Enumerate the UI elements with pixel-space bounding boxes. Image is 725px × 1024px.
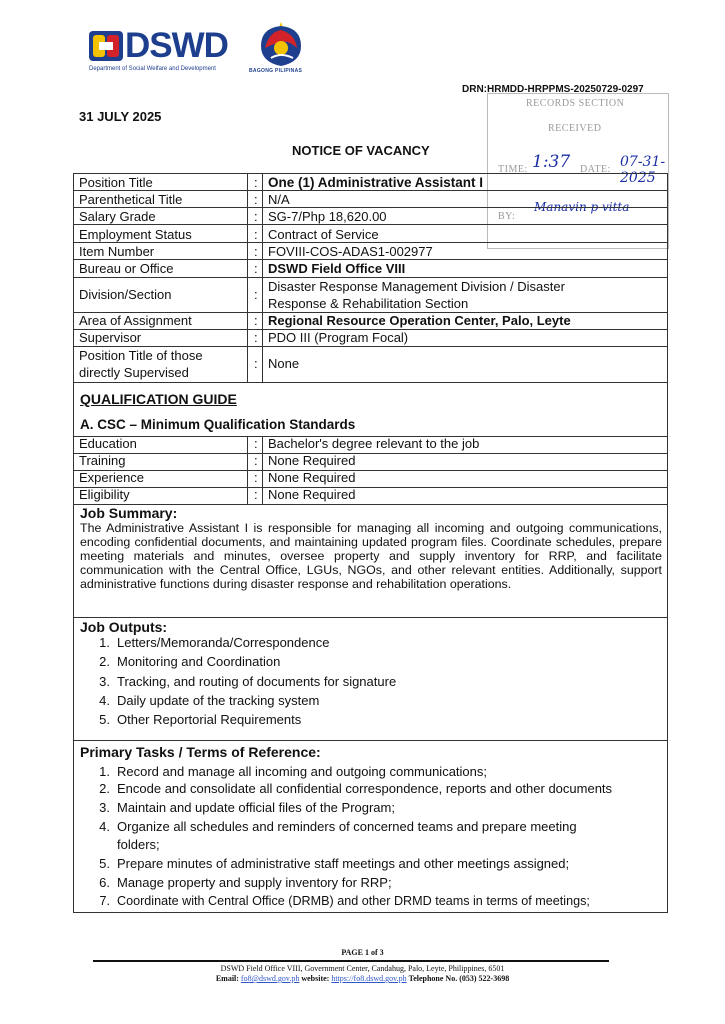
dswd-logo-icon bbox=[89, 31, 123, 61]
colon: : bbox=[254, 436, 258, 451]
list-item-continuation: folders; bbox=[117, 837, 160, 852]
label-salary-grade: Salary Grade bbox=[79, 209, 156, 224]
colon: : bbox=[254, 287, 258, 302]
stamp-time-value: 1:37 bbox=[532, 152, 571, 172]
colon: : bbox=[254, 175, 258, 190]
colon: : bbox=[254, 261, 258, 276]
label-training: Training bbox=[79, 453, 126, 468]
footer-phone: Telephone No. (053) 522-3698 bbox=[408, 974, 510, 983]
label-bureau-office: Bureau or Office bbox=[79, 261, 174, 276]
list-item: 1. Record and manage all incoming and outgoing communications; bbox=[99, 764, 487, 779]
document-title: NOTICE OF VACANCY bbox=[292, 143, 430, 158]
value-division-section-2: Response & Rehabilitation Section bbox=[268, 296, 469, 311]
job-outputs-heading: Job Outputs: bbox=[80, 619, 168, 635]
dswd-logo-text: DSWD bbox=[125, 26, 228, 65]
list-item: 1. Letters/Memoranda/Correspondence bbox=[99, 635, 330, 650]
value-area-assignment: Regional Resource Operation Center, Palo, Leyte bbox=[268, 313, 571, 328]
footer-address: DSWD Field Office VIII, Government Center, Candahug, Palo, Leyte, Philippines, 6501 bbox=[220, 964, 505, 973]
list-item: 4. Organize all schedules and reminders of concerned teams and prepare meeting bbox=[99, 819, 577, 834]
list-item: 5. Other Reportorial Requirements bbox=[99, 712, 302, 727]
value-division-section: Disaster Response Management Division / Disaster bbox=[268, 279, 565, 294]
footer-email-link[interactable]: fo8@dswd.gov.ph bbox=[240, 974, 300, 983]
stamp-section: RECORDS SECTION bbox=[526, 98, 625, 109]
value-supervisor: PDO III (Program Focal) bbox=[268, 330, 409, 345]
list-item: 4. Daily update of the tracking system bbox=[99, 693, 320, 708]
colon: : bbox=[254, 209, 258, 224]
label-parenthetical-title: Parenthetical Title bbox=[79, 192, 183, 207]
footer-divider bbox=[93, 960, 609, 962]
stamp-signature: Manavin p vitta bbox=[534, 200, 630, 214]
document-date: 31 JULY 2025 bbox=[79, 109, 162, 124]
stamp-by-label: BY: bbox=[498, 211, 516, 222]
bagong-pilipinas-text: BAGONG PILIPINAS bbox=[249, 68, 303, 74]
list-item: 6. Manage property and supply inventory for RRP; bbox=[99, 875, 392, 890]
value-position-title: One (1) Administrative Assistant I bbox=[268, 175, 484, 190]
label-education: Education bbox=[79, 436, 137, 451]
colon: : bbox=[254, 487, 258, 502]
stamp-date-value: 07-31-2025 bbox=[620, 154, 666, 186]
label-employment-status: Employment Status bbox=[79, 227, 192, 242]
value-bureau-office: DSWD Field Office VIII bbox=[268, 261, 406, 276]
csc-standards-heading: A. CSC – Minimum Qualification Standards bbox=[80, 417, 356, 432]
label-experience: Experience bbox=[79, 470, 145, 485]
bagong-pilipinas-logo-icon bbox=[255, 22, 307, 68]
list-item: 3. Tracking, and routing of documents for signature bbox=[99, 674, 397, 689]
label-eligibility: Eligibility bbox=[79, 487, 130, 502]
label-position-title: Position Title bbox=[79, 175, 153, 190]
list-item: 7. Coordinate with Central Office (DRMB) and other DRMD teams in terms of meetings; bbox=[99, 894, 590, 908]
value-experience: None Required bbox=[268, 470, 356, 485]
qualification-heading: QUALIFICATION GUIDE bbox=[80, 391, 237, 407]
value-supervised-positions: None bbox=[268, 356, 300, 371]
colon: : bbox=[254, 356, 258, 371]
colon: : bbox=[254, 192, 258, 207]
stamp-date-label: DATE: bbox=[580, 164, 611, 175]
label-supervisor: Supervisor bbox=[79, 330, 142, 345]
colon: : bbox=[254, 244, 258, 259]
colon: : bbox=[254, 313, 258, 328]
drn-reference: DRN:HRMDD-HRPPMS-20250729-0297 bbox=[462, 84, 644, 95]
colon: : bbox=[254, 330, 258, 345]
label-area-assignment: Area of Assignment bbox=[79, 313, 192, 328]
primary-tasks-heading: Primary Tasks / Terms of Reference: bbox=[80, 744, 321, 760]
stamp-received: RECEIVED bbox=[548, 123, 602, 134]
list-item: 3. Maintain and update official files of the Program; bbox=[99, 800, 395, 815]
colon: : bbox=[254, 227, 258, 242]
colon: : bbox=[254, 453, 258, 468]
value-parenthetical-title: N/A bbox=[268, 192, 290, 207]
dswd-logo-subtitle: Department of Social Welfare and Development bbox=[89, 66, 216, 72]
list-item: 2. Monitoring and Coordination bbox=[99, 654, 281, 669]
list-item: 2. Encode and consolidate all confidential correspondence, reports and other documents bbox=[99, 781, 613, 796]
stamp-time-label: TIME: bbox=[498, 164, 528, 175]
label-item-number: Item Number bbox=[79, 244, 155, 259]
value-eligibility: None Required bbox=[268, 487, 356, 502]
value-employment-status: Contract of Service bbox=[268, 227, 379, 242]
label-supervised-positions-2: directly Supervised bbox=[79, 365, 189, 380]
value-education: Bachelor's degree relevant to the job bbox=[268, 436, 480, 451]
page-number: PAGE 1 of 3 bbox=[341, 948, 384, 957]
colon: : bbox=[254, 470, 258, 485]
label-division-section: Division/Section bbox=[79, 287, 172, 302]
footer-address-block: DSWD Field Office VIII, Government Center, Candahug, Palo, Leyte, Philippines, 6501 Email: fo8@dswd.gov.ph website: https://fo8.dswd.gov.ph Telephone No. (053) 522-3698 bbox=[0, 964, 725, 984]
list-item: 5. Prepare minutes of administrative staff meetings and other meetings assigned; bbox=[99, 856, 570, 871]
footer-website-link[interactable]: https://fo8.dswd.gov.ph bbox=[331, 974, 407, 983]
job-summary-text: The Administrative Assistant I is responsible for managing all incoming and outgoing communications, encoding confidential documents, and maintaining updated program files. Coordinate schedules, prepare meeting materials and minutes, oversee property and supply inventory for RRP, and facilitate communication with the Central Office, LGUs, NGOs, and other relevant entities. Additionally, support administrative functions during disaster response and rehabilitation operations. bbox=[80, 521, 662, 591]
value-salary-grade: SG-7/Php 18,620.00 bbox=[268, 209, 387, 224]
job-summary-heading: Job Summary: bbox=[80, 505, 178, 521]
value-item-number: FOVIII-COS-ADAS1-002977 bbox=[268, 244, 433, 259]
value-training: None Required bbox=[268, 453, 356, 468]
label-supervised-positions: Position Title of those bbox=[79, 348, 203, 363]
